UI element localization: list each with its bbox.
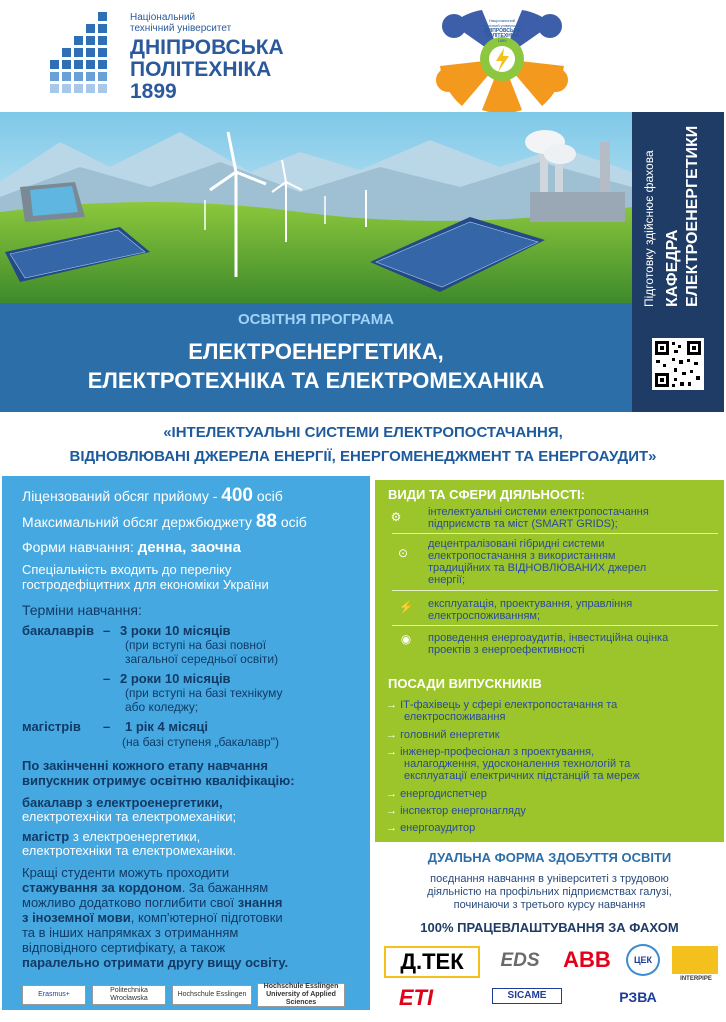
abroad-rest4: , комп'ютерної підготовки (130, 910, 283, 925)
activity-2-l4: енергії; (428, 574, 465, 586)
abroad-bold4: з іноземної мови (22, 910, 131, 925)
mag-term: 1 рік 4 місяці (125, 719, 209, 734)
divider (392, 625, 718, 626)
dual-line1: поєднання навчання в університеті з трудовою (430, 873, 669, 885)
bach-dash2: – (103, 671, 111, 686)
abroad-bold1: стажування за кордоном (22, 880, 182, 895)
budget-value: 88 (255, 511, 277, 532)
uni-year: 1899 (130, 80, 177, 103)
qual-bach-rest: електротехніки та електромеханіки; (22, 809, 237, 824)
sidebar-subtitle: Підготовку здійснює фахова (642, 150, 656, 307)
abroad-line5: та в інших напрямках з отриманням (22, 925, 239, 940)
hybrid-system-icon: ⊙ (397, 546, 409, 560)
specialization-line2: ВІДНОВЛЮВАНІ ДЖЕРЕЛА ЕНЕРГІЇ, ЕНЕРГОМЕНЕДЖМЕНТ ТА ЕНЕРГОАУДИТ» (69, 448, 657, 465)
qual-bach-bold: бакалавр з електроенергетики, (22, 795, 223, 810)
graduate-1: → ІТ-фахівець у сфері електропостачання та (386, 699, 618, 711)
abroad-bold3: знання (237, 895, 283, 910)
arrow-icon: → (386, 729, 397, 741)
graduate-1-l2: електроспоживання (404, 711, 506, 723)
uni-name2: ПОЛІТЕХНІКА (130, 58, 272, 81)
partner-esslingen-uas: Hochschule Esslingen University of Applied Sciences (257, 983, 345, 1007)
emblem-text4: ПОЛІТЕХНІКА (485, 33, 519, 39)
activity-1-l1: інтелектуальні системи електропостачання (428, 506, 649, 518)
sidebar-dept1: КАФЕДРА (664, 229, 681, 307)
abroad-line7: паралельно отримати другу вищу освіту. (22, 955, 289, 970)
licensed-row (22, 485, 283, 506)
uni-name1: ДНІПРОВСЬКА (130, 36, 284, 59)
cek-logo: ЦЕК (626, 944, 660, 976)
emblem-text2: технічний університет (481, 23, 523, 28)
activity-2-l2: електропостачання з використанням (428, 550, 616, 562)
licensed-unit: осіб (256, 488, 283, 504)
emblem-text5: 1899 (497, 38, 507, 43)
interpipe-icon (672, 946, 718, 974)
bach-term2: 2 роки 10 місяців (120, 671, 231, 686)
energy-landscape-illustration (0, 112, 632, 303)
arrow-icon: → (386, 788, 397, 800)
sidebar-panel (632, 112, 724, 412)
qual-mag-bold: магістр (22, 829, 70, 844)
sidebar-dept2: ЕЛЕКТРОЕНЕРГЕТИКИ (684, 125, 701, 307)
bach-note2a: (при вступі на базі технікуму (125, 686, 283, 700)
activity-2-l3: традиційних та ВІДНОВЛЮВАНИХ джерел (428, 562, 647, 574)
bach-term1: 3 роки 10 місяців (120, 623, 231, 638)
graduate-3-l3: експлуатації електричних підстанцій та мереж (404, 770, 640, 782)
interpipe-logo: INTERPIPE (680, 976, 712, 982)
qual-line2: випускник отримує освітню кваліфікацію: (22, 773, 295, 788)
graduate-3-l2: налагодження, удосконалення технологій та (404, 758, 631, 770)
activity-3-l1: експлуатація, проектування, управління (428, 598, 633, 610)
activity-1-l2: підприємств та міст (SMART GRIDS); (428, 518, 618, 530)
program-label: ОСВІТНЯ ПРОГРАМА (237, 311, 395, 328)
deficit-line1: Спеціальність входить до переліку (22, 562, 232, 577)
eti-logo: ETI (398, 985, 434, 1010)
arrow-icon: → (386, 822, 397, 834)
graduate-3: → інженер-професіонал з проектування, (386, 746, 595, 758)
forms-row (22, 540, 241, 555)
partner-erasmus: Erasmus+ (22, 985, 86, 1005)
abroad-line6: відповідного сертифікату, а також (22, 940, 226, 955)
bach-dash1: – (103, 623, 111, 638)
bach-note1b: загальної середньої освіти) (125, 652, 279, 666)
budget-unit: осіб (280, 514, 307, 530)
graduate-5: → інспектор енергонагляду (386, 805, 526, 817)
qual-mag-rest1: з електроенергетики, (72, 829, 201, 844)
dual-line3: починаючи з третього курсу навчання (453, 899, 646, 911)
uni-line2: технічний університет (130, 23, 232, 34)
eye-icon: ◉ (400, 632, 412, 646)
smart-grid-icon: ⚙ (390, 510, 402, 524)
arrow-icon: → (386, 805, 397, 817)
program-title-line1: ЕЛЕКТРОЕНЕРГЕТИКА, (188, 339, 444, 364)
bach-note2b: або коледжу; (125, 700, 199, 714)
dtek-logo: Д.ТЕК (384, 946, 480, 978)
partner-esslingen: Hochschule Esslingen (172, 985, 252, 1005)
activity-2-l1: децентралізовані гібридні системи (428, 538, 605, 550)
arrow-icon: → (386, 699, 397, 711)
graduate-2: → головний енергетик (386, 729, 500, 741)
budget-row (22, 511, 307, 532)
bach-label: бакалаврів (22, 623, 95, 638)
activity-4-l2: проектів з енергоефективності (428, 644, 585, 656)
abroad-line4 (22, 910, 283, 925)
graduate-6: → енергоаудитор (386, 822, 476, 834)
abroad-rest2: . За бажанням (181, 880, 269, 895)
licensed-value: 400 (221, 485, 253, 506)
bach-note1a: (при вступі на базі повної (125, 638, 267, 652)
graduates-title: ПОСАДИ ВИПУСКНИКІВ (388, 676, 542, 691)
sicame-logo: SICAME (492, 988, 562, 1004)
activities-title: ВИДИ ТА СФЕРИ ДІЯЛЬНОСТІ: (388, 487, 585, 502)
emblem-text1: Національний (488, 18, 516, 23)
deficit-line2: гостродефіцитних для економіки України (22, 577, 269, 592)
dual-title: ДУАЛЬНА ФОРМА ЗДОБУТТЯ ОСВІТИ (427, 850, 672, 865)
terms-title: Терміни навчання: (22, 602, 142, 618)
uni-line1: Національний (130, 12, 196, 23)
qual-line1: По закінченні кожного етапу навчання (22, 758, 268, 773)
university-logo-icon (50, 12, 120, 107)
emblem-text3: ДНІПРОВСЬКА (483, 28, 521, 34)
qr-code-icon[interactable] (652, 338, 704, 390)
budget-label: Максимальний обсяг держбюджету (22, 514, 252, 530)
energy-emblem-icon (432, 6, 572, 112)
dual-line2: діяльністю на профільних підприємствах галузі, (427, 886, 672, 898)
graduate-4: → енергодиспетчер (386, 788, 487, 800)
partner-wroclaw: Politechnika Wrocławska (92, 985, 166, 1005)
mag-dash: – (103, 719, 111, 734)
abroad-line1: Кращі студенти можуть проходити (22, 865, 230, 880)
licensed-label: Ліцензований обсяг прийому - (22, 488, 218, 504)
abb-logo: ABB (563, 947, 611, 972)
abroad-line3 (22, 895, 283, 910)
qual-mag-row (22, 829, 200, 844)
abroad-rest3: можливо додатково поглибити свої (22, 895, 235, 910)
activity-4-l1: проведення енергоаудитів, інвестиційна оцінка (428, 632, 669, 644)
plug-icon: ⚡ (398, 600, 414, 614)
abroad-line2 (22, 880, 268, 895)
specialization-line1: «ІНТЕЛЕКТУАЛЬНІ СИСТЕМИ ЕЛЕКТРОПОСТАЧАННЯ, (163, 424, 563, 441)
rzva-logo: РЗВА (619, 989, 657, 1005)
activity-3-l2: електроспоживанням; (428, 610, 541, 622)
arrow-icon: → (386, 746, 397, 758)
employment-title: 100% ПРАЦЕВЛАШТУВАННЯ ЗА ФАХОМ (420, 920, 679, 935)
eds-logo: EDS (500, 950, 540, 971)
divider (392, 590, 718, 591)
program-title-line2: ЕЛЕКТРОТЕХНІКА ТА ЕЛЕКТРОМЕХАНІКА (87, 368, 545, 393)
mag-note: (на базі ступеня „бакалавр") (122, 735, 279, 749)
divider (392, 533, 718, 534)
mag-label: магістрів (22, 719, 81, 734)
forms-label: Форми навчання: (22, 539, 134, 555)
qual-mag-rest2: електротехніки та електромеханіки. (22, 843, 237, 858)
forms-value: денна, заочна (137, 539, 241, 556)
